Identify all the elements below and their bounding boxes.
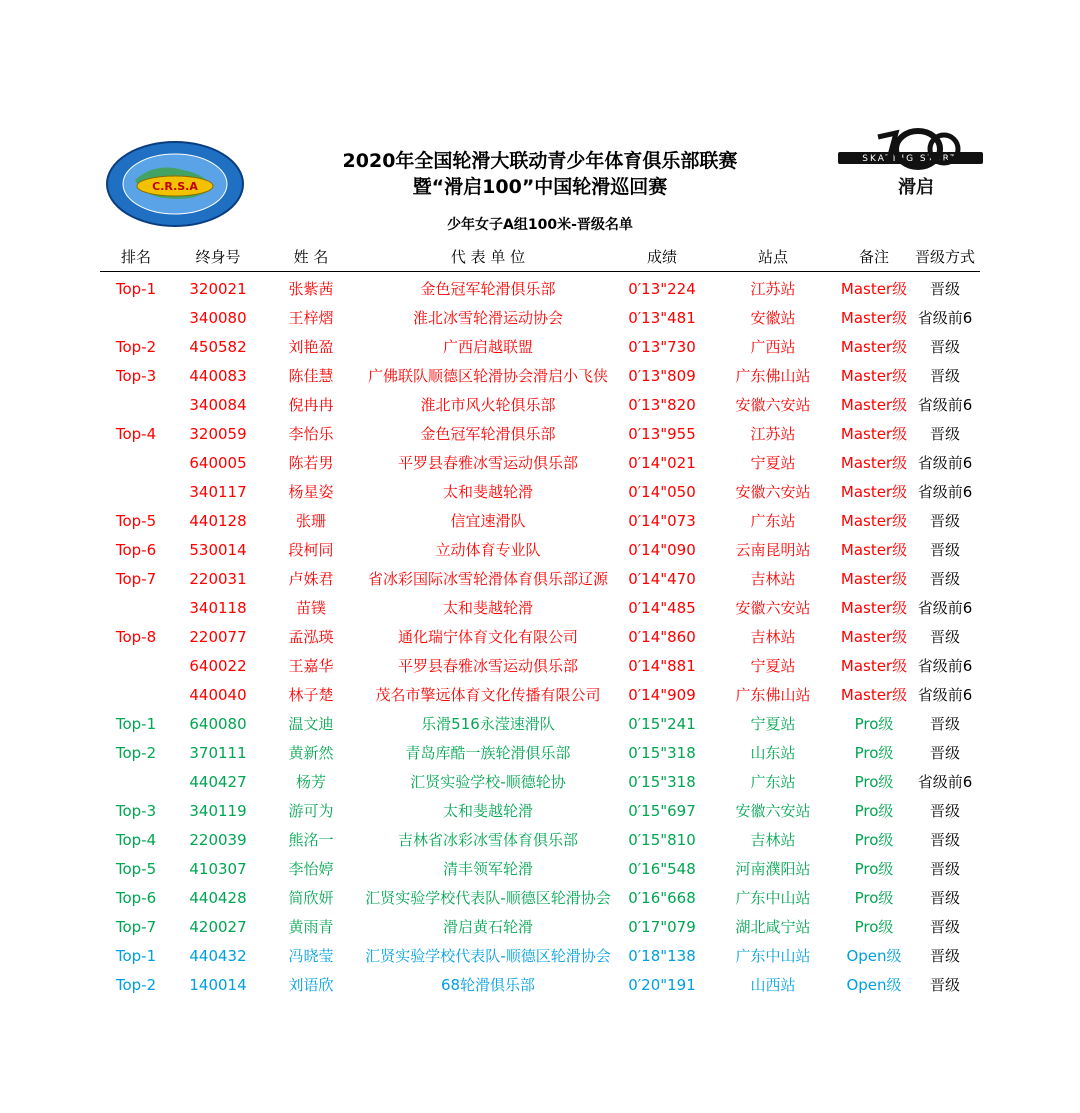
station-cell: 江苏站 — [750, 425, 796, 443]
rank-cell: Top-7 — [115, 918, 157, 936]
method-cell: 晋级 — [929, 715, 960, 733]
note-cell: Master级 — [840, 570, 908, 588]
method-cell: 晋级 — [929, 744, 960, 762]
note-cell: Pro级 — [854, 715, 894, 733]
method-cell: 晋级 — [929, 425, 960, 443]
score-cell: 0′16"668 — [628, 889, 696, 907]
score-cell: 0′14"021 — [628, 454, 696, 472]
id-cell: 220077 — [189, 628, 247, 646]
unit-cell: 平罗县春雅冰雪运动俱乐部 — [397, 657, 578, 675]
station-cell: 广东佛山站 — [735, 686, 811, 704]
unit-cell: 广西启越联盟 — [442, 338, 533, 356]
station-cell: 广东中山站 — [735, 947, 811, 965]
method-cell: 省级前6 — [917, 686, 973, 704]
score-cell: 0′13"224 — [628, 280, 696, 298]
score-cell: 0′20"191 — [628, 976, 696, 994]
note-cell: Pro级 — [854, 889, 894, 907]
name-cell: 简欣妍 — [288, 889, 334, 907]
unit-cell: 太和斐越轮滑 — [442, 483, 533, 501]
rank-cell: Top-2 — [115, 976, 157, 994]
name-cell: 孟泓瑛 — [288, 628, 334, 646]
name-cell: 游可为 — [288, 802, 334, 820]
score-cell: 0′14"485 — [628, 599, 696, 617]
station-cell: 广西站 — [750, 338, 796, 356]
note-cell: Pro级 — [854, 831, 894, 849]
station-cell: 山西站 — [750, 976, 796, 994]
id-cell: 440083 — [189, 367, 247, 385]
method-cell: 省级前6 — [917, 599, 973, 617]
table-row — [0, 739, 1080, 768]
score-cell: 0′14"909 — [628, 686, 696, 704]
table-row — [0, 681, 1080, 710]
station-cell: 宁夏站 — [750, 657, 796, 675]
rank-cell: Top-1 — [115, 947, 157, 965]
id-cell: 640080 — [189, 715, 247, 733]
skating-start-text: SKATING START — [862, 154, 958, 164]
note-cell: Master级 — [840, 657, 908, 675]
table-row — [0, 536, 1080, 565]
rank-cell: Top-3 — [115, 802, 157, 820]
rank-cell: Top-5 — [115, 860, 157, 878]
id-cell: 340119 — [189, 802, 247, 820]
station-cell: 广东中山站 — [735, 889, 811, 907]
name-cell: 苗镤 — [295, 599, 326, 617]
name-cell: 陈若男 — [288, 454, 334, 472]
unit-cell: 金色冠军轮滑俱乐部 — [420, 280, 556, 298]
note-cell: Master级 — [840, 599, 908, 617]
note-cell: Master级 — [840, 280, 908, 298]
id-cell: 340117 — [189, 483, 247, 501]
id-cell: 450582 — [189, 338, 247, 356]
unit-cell: 68轮滑俱乐部 — [440, 976, 536, 994]
unit-cell: 平罗县春雅冰雪运动俱乐部 — [397, 454, 578, 472]
method-cell: 晋级 — [929, 570, 960, 588]
id-cell: 420027 — [189, 918, 247, 936]
unit-cell: 立动体育专业队 — [435, 541, 541, 559]
method-cell: 晋级 — [929, 541, 960, 559]
header-score: 成绩 — [646, 248, 677, 266]
table-row — [0, 826, 1080, 855]
unit-cell: 滑启黄石轮滑 — [442, 918, 533, 936]
station-cell: 广东佛山站 — [735, 367, 811, 385]
note-cell: Master级 — [840, 454, 908, 472]
note-cell: Master级 — [840, 367, 908, 385]
name-cell: 李怡乐 — [288, 425, 334, 443]
rank-cell: Top-2 — [115, 338, 157, 356]
rank-cell: Top-8 — [115, 628, 157, 646]
rank-cell: Top-4 — [115, 831, 157, 849]
score-cell: 0′15"697 — [628, 802, 696, 820]
note-cell: Master级 — [840, 425, 908, 443]
unit-cell: 汇贤实验学校代表队-顺德区轮滑协会 — [365, 947, 611, 965]
name-cell: 杨星姿 — [288, 483, 334, 501]
rank-cell: Top-2 — [115, 744, 157, 762]
note-cell: Open级 — [846, 976, 902, 994]
note-cell: Master级 — [840, 628, 908, 646]
page-title-line2: 暨“滑启100”中国轮滑巡回赛 — [412, 176, 668, 198]
name-cell: 杨芳 — [295, 773, 326, 791]
name-cell: 倪冉冉 — [288, 396, 334, 414]
unit-cell: 金色冠军轮滑俱乐部 — [420, 425, 556, 443]
station-cell: 广东站 — [750, 512, 796, 530]
note-cell: Pro级 — [854, 802, 894, 820]
unit-cell: 茂名市擎远体育文化传播有限公司 — [375, 686, 601, 704]
score-cell: 0′14"050 — [628, 483, 696, 501]
id-cell: 220031 — [189, 570, 247, 588]
id-cell: 370111 — [189, 744, 247, 762]
table-row — [0, 362, 1080, 391]
name-cell: 温文迪 — [288, 715, 334, 733]
name-cell: 冯晓莹 — [288, 947, 334, 965]
table-row — [0, 942, 1080, 971]
method-cell: 晋级 — [929, 947, 960, 965]
method-cell: 晋级 — [929, 280, 960, 298]
id-cell: 530014 — [189, 541, 247, 559]
name-cell: 林子楚 — [288, 686, 334, 704]
station-cell: 安徽六安站 — [735, 802, 811, 820]
rank-cell: Top-6 — [115, 541, 157, 559]
name-cell: 黄雨青 — [288, 918, 334, 936]
id-cell: 440128 — [189, 512, 247, 530]
header-station: 站点 — [757, 248, 788, 266]
id-cell: 340084 — [189, 396, 247, 414]
id-cell: 410307 — [189, 860, 247, 878]
id-cell: 440428 — [189, 889, 247, 907]
unit-cell: 淮北冰雪轮滑运动协会 — [412, 309, 563, 327]
name-cell: 王梓熠 — [288, 309, 334, 327]
unit-cell: 广佛联队顺德区轮滑协会滑启小飞侠 — [367, 367, 608, 385]
name-cell: 刘语欣 — [288, 976, 334, 994]
id-cell: 640022 — [189, 657, 247, 675]
rank-cell: Top-5 — [115, 512, 157, 530]
id-cell: 340118 — [189, 599, 247, 617]
score-cell: 0′13"481 — [628, 309, 696, 327]
unit-cell: 吉林省冰彩冰雪体育俱乐部 — [397, 831, 578, 849]
unit-cell: 汇贤实验学校-顺德轮协 — [410, 773, 566, 791]
station-cell: 江苏站 — [750, 280, 796, 298]
unit-cell: 通化瑞宁体育文化有限公司 — [397, 628, 578, 646]
station-cell: 安徽六安站 — [735, 396, 811, 414]
name-cell: 张珊 — [295, 512, 326, 530]
id-cell: 320021 — [189, 280, 247, 298]
table-row — [0, 420, 1080, 449]
note-cell: Master级 — [840, 483, 908, 501]
name-cell: 熊洺一 — [288, 831, 334, 849]
score-cell: 0′15"241 — [628, 715, 696, 733]
method-cell: 晋级 — [929, 918, 960, 936]
station-cell: 山东站 — [750, 744, 796, 762]
score-cell: 0′15"318 — [628, 773, 696, 791]
table-row — [0, 710, 1080, 739]
id-cell: 140014 — [189, 976, 247, 994]
rank-cell: Top-6 — [115, 889, 157, 907]
method-cell: 晋级 — [929, 860, 960, 878]
id-cell: 440432 — [189, 947, 247, 965]
id-cell: 340080 — [189, 309, 247, 327]
table-row — [0, 304, 1080, 333]
score-cell: 0′18"138 — [628, 947, 696, 965]
table-row — [0, 507, 1080, 536]
table-row — [0, 652, 1080, 681]
table-row — [0, 971, 1080, 1000]
id-cell: 220039 — [189, 831, 247, 849]
station-cell: 湖北咸宁站 — [735, 918, 811, 936]
score-cell: 0′15"318 — [628, 744, 696, 762]
note-cell: Master级 — [840, 338, 908, 356]
header-name: 姓 名 — [293, 248, 329, 266]
header-unit: 代 表 单 位 — [450, 248, 526, 266]
score-cell: 0′15"810 — [628, 831, 696, 849]
table-row — [0, 768, 1080, 797]
score-cell: 0′17"079 — [628, 918, 696, 936]
station-cell: 云南昆明站 — [735, 541, 811, 559]
score-cell: 0′13"730 — [628, 338, 696, 356]
name-cell: 陈佳慧 — [288, 367, 334, 385]
method-cell: 省级前6 — [917, 309, 973, 327]
id-cell: 440427 — [189, 773, 247, 791]
logo-caption: 滑启 — [898, 177, 934, 198]
table-row — [0, 797, 1080, 826]
note-cell: Pro级 — [854, 744, 894, 762]
score-cell: 0′13"820 — [628, 396, 696, 414]
unit-cell: 太和斐越轮滑 — [442, 802, 533, 820]
unit-cell: 太和斐越轮滑 — [442, 599, 533, 617]
method-cell: 省级前6 — [917, 396, 973, 414]
id-cell: 640005 — [189, 454, 247, 472]
rank-cell: Top-1 — [115, 715, 157, 733]
score-cell: 0′14"090 — [628, 541, 696, 559]
score-cell: 0′14"881 — [628, 657, 696, 675]
station-cell: 河南濮阳站 — [735, 860, 811, 878]
note-cell: Pro级 — [854, 860, 894, 878]
station-cell: 安徽站 — [750, 309, 796, 327]
unit-cell: 乐滑516永滢速滑队 — [421, 715, 555, 733]
svg-text:C.R.S.A: C.R.S.A — [152, 180, 198, 193]
score-cell: 0′13"809 — [628, 367, 696, 385]
name-cell: 段柯同 — [288, 541, 334, 559]
method-cell: 晋级 — [929, 976, 960, 994]
method-cell: 晋级 — [929, 338, 960, 356]
method-cell: 晋级 — [929, 889, 960, 907]
unit-cell: 淮北市风火轮俱乐部 — [420, 396, 556, 414]
header-rank: 排名 — [120, 248, 151, 266]
table-row — [0, 449, 1080, 478]
station-cell: 安徽六安站 — [735, 483, 811, 501]
note-cell: Master级 — [840, 396, 908, 414]
table-row — [0, 275, 1080, 304]
method-cell: 晋级 — [929, 628, 960, 646]
rank-cell: Top-1 — [115, 280, 157, 298]
header-divider — [100, 271, 980, 272]
table-row — [0, 913, 1080, 942]
note-cell: Pro级 — [854, 773, 894, 791]
note-cell: Open级 — [846, 947, 902, 965]
page-title: 2020年全国轮滑大联动青少年体育俱乐部联赛 — [342, 150, 738, 172]
table-row — [0, 623, 1080, 652]
method-cell: 晋级 — [929, 831, 960, 849]
name-cell: 黄新然 — [288, 744, 334, 762]
table-row — [0, 884, 1080, 913]
station-cell: 宁夏站 — [750, 715, 796, 733]
page-subtitle: 少年女子A组100米-晋级名单 — [447, 217, 633, 233]
id-cell: 320059 — [189, 425, 247, 443]
table-row — [0, 855, 1080, 884]
header-note: 备注 — [858, 248, 889, 266]
method-cell: 晋级 — [929, 512, 960, 530]
name-cell: 张紫茜 — [288, 280, 334, 298]
unit-cell: 省冰彩国际冰雪轮滑体育俱乐部辽源 — [367, 570, 608, 588]
method-cell: 省级前6 — [917, 773, 973, 791]
name-cell: 王嘉华 — [288, 657, 334, 675]
method-cell: 晋级 — [929, 802, 960, 820]
name-cell: 刘艳盈 — [288, 338, 334, 356]
id-cell: 440040 — [189, 686, 247, 704]
note-cell: Master级 — [840, 686, 908, 704]
station-cell: 吉林站 — [750, 628, 796, 646]
score-cell: 0′13"955 — [628, 425, 696, 443]
method-cell: 省级前6 — [917, 657, 973, 675]
table-header — [0, 244, 1080, 270]
rank-cell: Top-3 — [115, 367, 157, 385]
results-table — [0, 275, 1080, 1000]
table-row — [0, 565, 1080, 594]
table-row — [0, 478, 1080, 507]
note-cell: Master级 — [840, 309, 908, 327]
name-cell: 卢姝君 — [288, 570, 334, 588]
score-cell: 0′16"548 — [628, 860, 696, 878]
name-cell: 李怡婷 — [288, 860, 334, 878]
rank-cell: Top-7 — [115, 570, 157, 588]
note-cell: Master级 — [840, 541, 908, 559]
score-cell: 0′14"860 — [628, 628, 696, 646]
note-cell: Pro级 — [854, 918, 894, 936]
score-cell: 0′14"470 — [628, 570, 696, 588]
method-cell: 省级前6 — [917, 454, 973, 472]
rank-cell: Top-4 — [115, 425, 157, 443]
station-cell: 吉林站 — [750, 570, 796, 588]
note-cell: Master级 — [840, 512, 908, 530]
unit-cell: 青岛库酷一族轮滑俱乐部 — [405, 744, 571, 762]
table-row — [0, 594, 1080, 623]
header-id: 终身号 — [195, 248, 241, 266]
score-cell: 0′14"073 — [628, 512, 696, 530]
table-row — [0, 333, 1080, 362]
header-method: 晋级方式 — [914, 248, 975, 266]
method-cell: 晋级 — [929, 367, 960, 385]
station-cell: 吉林站 — [750, 831, 796, 849]
unit-cell: 清丰领军轮滑 — [442, 860, 533, 878]
unit-cell: 汇贤实验学校代表队-顺德区轮滑协会 — [365, 889, 611, 907]
station-cell: 安徽六安站 — [735, 599, 811, 617]
unit-cell: 信宜速滑队 — [450, 512, 526, 530]
station-cell: 广东站 — [750, 773, 796, 791]
table-row — [0, 391, 1080, 420]
method-cell: 省级前6 — [917, 483, 973, 501]
station-cell: 宁夏站 — [750, 454, 796, 472]
